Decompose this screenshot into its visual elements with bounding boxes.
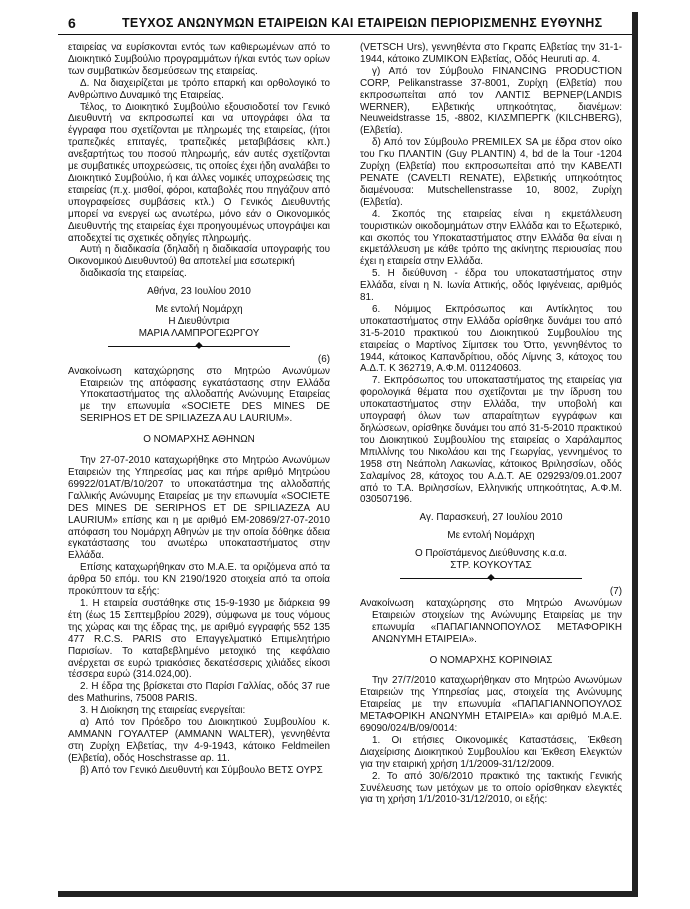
paragraph: διαδικασία της εταιρείας.	[80, 268, 187, 280]
paragraph: Την 27/7/2010 καταχωρήθηκαν στο Μητρώο Ανωνύμων Εταιρειών της Υπηρεσίας μας, στοιχεία της Ανώνυμης Εταιρείας με την επωνυμία «ΠΑΠΑΓΙΑΝΝΟΠΟΥΛΟΣ ΜΕΤΑΦΟΡΙΚΗ ΑΝΩΝΥΜΗ ΕΤΑΙΡΕΙΑ» και αριθμό Μ.Α.Ε. 69090/024/Β/09/0014:	[360, 675, 622, 735]
paragraph: 6. Νόμιμος Εκπρόσωπος και Αντίκλητος του υποκαταστήματος στην Ελλάδα ορίσθηκε δυνάμει του από 31-5-2010 πρακτικού του Διοικητικού Συμβουλίου της εταιρείας ο Μαρτίνος Σίμιτσεκ του Όττο, γεννηθέντος το 1944, κάτοικος Καπανδρίτιου, οδός Λίμνης 3, κάτοχος του Α.Δ.Τ. Κ 362719, Α.Φ.Μ. 011240603.	[360, 303, 622, 375]
section-heading: Ο ΝΟΜΑΡΧΗΣ ΑΘΗΝΩΝ	[143, 434, 255, 446]
paragraph: 3. Η Διοίκηση της εταιρείας ενεργείται:	[80, 705, 246, 717]
section-heading: Ο ΝΟΜΑΡΧΗΣ ΚΟΡΙΝΘΙΑΣ	[429, 654, 553, 666]
paragraph: Επίσης καταχωρήθηκαν στο Μ.Α.Ε. τα οριζόμενα από τα άρθρα 50 επόμ. του ΚΝ 2190/1920 στοιχεία από τα οποία προκύπτουν τα εξής:	[68, 562, 330, 598]
paragraph: α) Από τον Πρόεδρο του Διοικητικού Συμβουλίου κ. AMMANN ΓΟΥΑΛΤΕΡ (AMMANN WALTER), γεννηθέντα στη Ζυρίχη Ελβετίας, την 4-9-1943, κάτοικο Feldmeilen (Ελβετία), οδός Hoschstrasse αρ. 11.	[68, 717, 330, 764]
signature-title: Ο Προϊστάμενος Διεύθυνσης κ.α.α.	[414, 548, 567, 560]
paragraph: Δ. Να διαχειρίζεται με τρόπο επαρκή και ορθολογικό το Ανθρώπινο Δυναμικό της Εταιρείας.	[68, 77, 330, 101]
signature-name: ΜΑΡΙΑ ΛΑΜΠΡΟΓΕΩΡΓΟΥ	[138, 327, 260, 339]
paragraph: 1. Οι ετήσιες Οικονομικές Καταστάσεις, Έκθεση Διαχείρισης Διοικητικού Συμβουλίου και Έκθεση Ελεγκτών για την εταιρική χρήση 1/1/2009-31/12/2009.	[360, 734, 622, 770]
signature-name: ΣΤΡ. ΚΟΥΚΟΥΤΑΣ	[450, 560, 532, 572]
paragraph: β) Από τον Γενικό Διευθυντή και Σύμβουλο ΒΕΤΣ ΟΥΡΣ	[80, 764, 323, 776]
paragraph: (VETSCH Urs), γεννηθέντα στο Γκραπς Ελβετίας την 31-1-1944, κάτοικο ZUMIKON Ελβετίας, Οδός Heuruti αρ. 4.	[360, 42, 622, 65]
section-divider	[400, 574, 582, 582]
paragraph: 2. Το από 30/6/2010 πρακτικό της τακτικής Γενικής Συνέλευσης των μετόχων με το οποίο ορίσθηκαν ελεγκτές για τη χρήση 1/1/2010-31/12/2010, οι εξής:	[360, 770, 622, 806]
signature-title: Η Διευθύντρια	[168, 315, 230, 327]
paragraph: γ) Από τον Σύμβουλο FINANCING PRODUCTION CORP, Pelikanstrasse 37-8001, Ζυρίχη (Ελβετία) που εκπροσωπείται από τον ΛΑΝΤΙΣ ΒΕΡΝΕΡ(LANDIS WERNER), Ελβετικής υπηκοότητας, διανέμων: Neuweidstrasse 15, -8802, ΚΙΛΣΜΠΕΡΓΚ (KILCHBERG), (Ελβετία).	[360, 65, 622, 137]
paragraph: Αυτή η διαδικασία (δηλαδή η διαδικασία υπογραφής του Οικονομικού Διευθυντού) θα αποτελεί μια εσωτερική	[68, 244, 330, 268]
paragraph: Την 27-07-2010 καταχωρήθηκε στο Μητρώο Ανωνύμων Εταιρειών της Υπηρεσίας μας και πήρε αριθμό Μητρώου 69922/01ΑΤ/Β/10/207 το υποκατάστημα της αλλοδαπής Γαλλικής Ανώνυμης Εταιρείας με την επωνυμία «SOCIETE DES MINES DE SERIPHOS ET DE SPILIAZEZA AU LAURIUM» επίσης και η με αριθμό ΕΜ-20869/27-07-2010 απόφαση του Νομάρχη Αθηνών με την οποία δόθηκε άδεια εγκατάστασης του ανωτέρω υποκαταστήματος στην Ελλάδα.	[68, 455, 330, 562]
section-divider	[108, 342, 290, 350]
page-title: ΤΕΥΧΟΣ ΑΝΩΝΥΜΩΝ ΕΤΑΙΡΕΙΩΝ ΚΑΙ ΕΤΑΙΡΕΙΩΝ ΠΕΡΙΟΡΙΣΜΕΝΗΣ ΕΥΘΥΝΗΣ	[122, 16, 603, 30]
signature-date: Αθήνα, 23 Ιουλίου 2010	[147, 286, 251, 298]
left-column	[68, 42, 330, 777]
page-header	[58, 12, 632, 35]
paragraph: εταιρείας να ευρίσκονται εντός των καθιερωμένων από το Διοικητικό Συμβούλιο προγραμμάτων ή/και εντός των ορίων των συμβατικών δεσμεύσεων της εταιρείας.	[68, 42, 330, 77]
announcement-title: Ανακοίνωση καταχώρησης στο Μητρώο Ανωνύμων Εταιρειών της απόφασης εγκατάστασης στην Ελλάδα Υποκαταστήματος της αλλοδαπής Ανώνυμης Εταιρείας με την επωνυμία «SOCIETE DES MINES DE SERIPHOS ET DE SPILIAZEZA AU LAURIUM».	[68, 365, 330, 425]
paragraph: δ) Από τον Σύμβουλο PREMILEX SA με έδρα στον οίκο του Γκυ ΠΛΑΝΤΙΝ (Guy PLANTIN) 4, bd de la Tour -1204 Ζυρίχη (Ελβετία) που εκπροσωπείται από την ΚΑΒΕΛΤΙ ΡΕΝΑΤΕ (CAVELTI RENATE), Ελβετικής υπηκοότητος διαμένουσα: Mutschellenstrasse 10, 8002, Ζυρίχη (Ελβετία).	[360, 137, 622, 208]
paragraph: 7. Εκπρόσωπος του υποκαταστήματος της εταιρείας για φορολογικά θέματα που σχετίζονται με την ίδρυση του υποκαταστήματος στην Ελλάδα, την υποβολή και υπογραφή όλων των απαραίτητων εγγράφων και δηλώσεων, ορίσθηκε δυνάμει του από 31-5-2010 πρακτικού του Διοικητικού Συμβουλίου της εταιρείας ο Χαράλαμπος Μπιλλίνης του Νικολάου και της Γεωργίας, γεννημένος το 1958 στη Νεάπολη Λακωνίας, κάτοικος Βριλησσίων, οδός Σαλαμίνος 28, κάτοχος του Α.Δ.Τ. ΑΕ 029293/09.01.2007 από το Τ.Α. Βριλησσίων, Ελληνικής υπηκοότητας, Α.Φ.Μ. 030507196.	[360, 375, 622, 506]
announcement-number: (6)	[317, 353, 330, 365]
paragraph: 1. Η εταιρεία συστάθηκε στις 15-9-1930 με διάρκεια 99 έτη (έως 15 Σεπτεμβρίου 2029), σύμφωνα με τους νόμους της χώρας και της έδρας της, με αριθμό εγγραφής 552 135 477 R.C.S. PARIS στο Επαγγελματικό Επιμελητήριο Παρισίων. Το καταβεβλημένο μετοχικό της κεφάλαιο ανέρχεται σε ευρώ τριακόσιες δεκατέσσερις χιλιάδες είκοσι τέσσερα ευρώ (314.024,00).	[68, 597, 330, 681]
signature-date: Αγ. Παρασκευή, 27 Ιουλίου 2010	[419, 512, 563, 524]
announcement-number: (7)	[609, 585, 622, 597]
paragraph: 4. Σκοπός της εταιρείας είναι η εκμετάλλευση τουριστικών οικοδομημάτων στην Ελλάδα και το Εξωτερικό, και σκοπός του Υποκαταστήματος στην Ελλάδα θα είναι η εκμετάλλευση με κάθε τρόπο της ακίνητης περιουσίας που έχει η εταιρεία στην Ελλάδα.	[360, 208, 622, 268]
paragraph: 5. Η διεύθυνση - έδρα του υποκαταστήματος στην Ελλάδα, είναι η Ν. Ιωνία Αττικής, οδός Ιφιγένειας, αριθμός 81.	[360, 268, 622, 304]
paragraph: Τέλος, το Διοικητικό Συμβούλιο εξουσιοδοτεί τον Γενικό Διευθυντή να εκπροσωπεί και να υπογράφει όλα τα έγγραφα που σχετίζονται με πληρωμές της εταιρείας, (ήτοι τραπεζικές επιταγές, τραπεζικές μεταβιβάσεις κλπ.) ανεξαρτήτως του ποσού πληρωμής, εάν αυτές σχετίζονται με συμβατικές υποχρεώσεις, τις οποίες έχει ήδη αναλάβει το Διοικητικό Συμβούλιο, ή και άλλες νομικές υποχρεώσεις της εταιρείας (π.χ. μισθοί, φόροι, καταβολές που πηγάζουν από υπογραφείσες συμβάσεις κτλ.) Ο Γενικός Διευθυντής μπορεί να ενεργεί ως ανωτέρω, μόνο εάν ο Οικονομικός Διευθυντής της εταιρείας έχει προηγουμένως υπογράψει και αποδεχτεί τις σχετικές οδηγίες πληρωμής.	[68, 101, 330, 244]
announcement-title: Ανακοίνωση καταχώρησης στο Μητρώο Ανωνύμων Εταιρειών στοιχείων της Ανώνυμης Εταιρείας με την επωνυμία «ΠΑΠΑΓΙΑΝΝΟΠΟΥΛΟΣ ΜΕΤΑΦΟΡΙΚΗ ΑΝΩΝΥΜΗ ΕΤΑΙΡΕΙΑ».	[360, 597, 622, 645]
gazette-page	[58, 12, 638, 897]
right-column	[360, 42, 622, 806]
signature-line: Με εντολή Νομάρχη	[155, 304, 243, 316]
paragraph: 2. Η έδρα της βρίσκεται στο Παρίσι Γαλλίας, οδός 37 rue des Mathurins, 75008 PARIS.	[68, 681, 330, 705]
signature-line: Με εντολή Νομάρχη	[447, 530, 535, 542]
page-number: 6	[68, 15, 76, 31]
